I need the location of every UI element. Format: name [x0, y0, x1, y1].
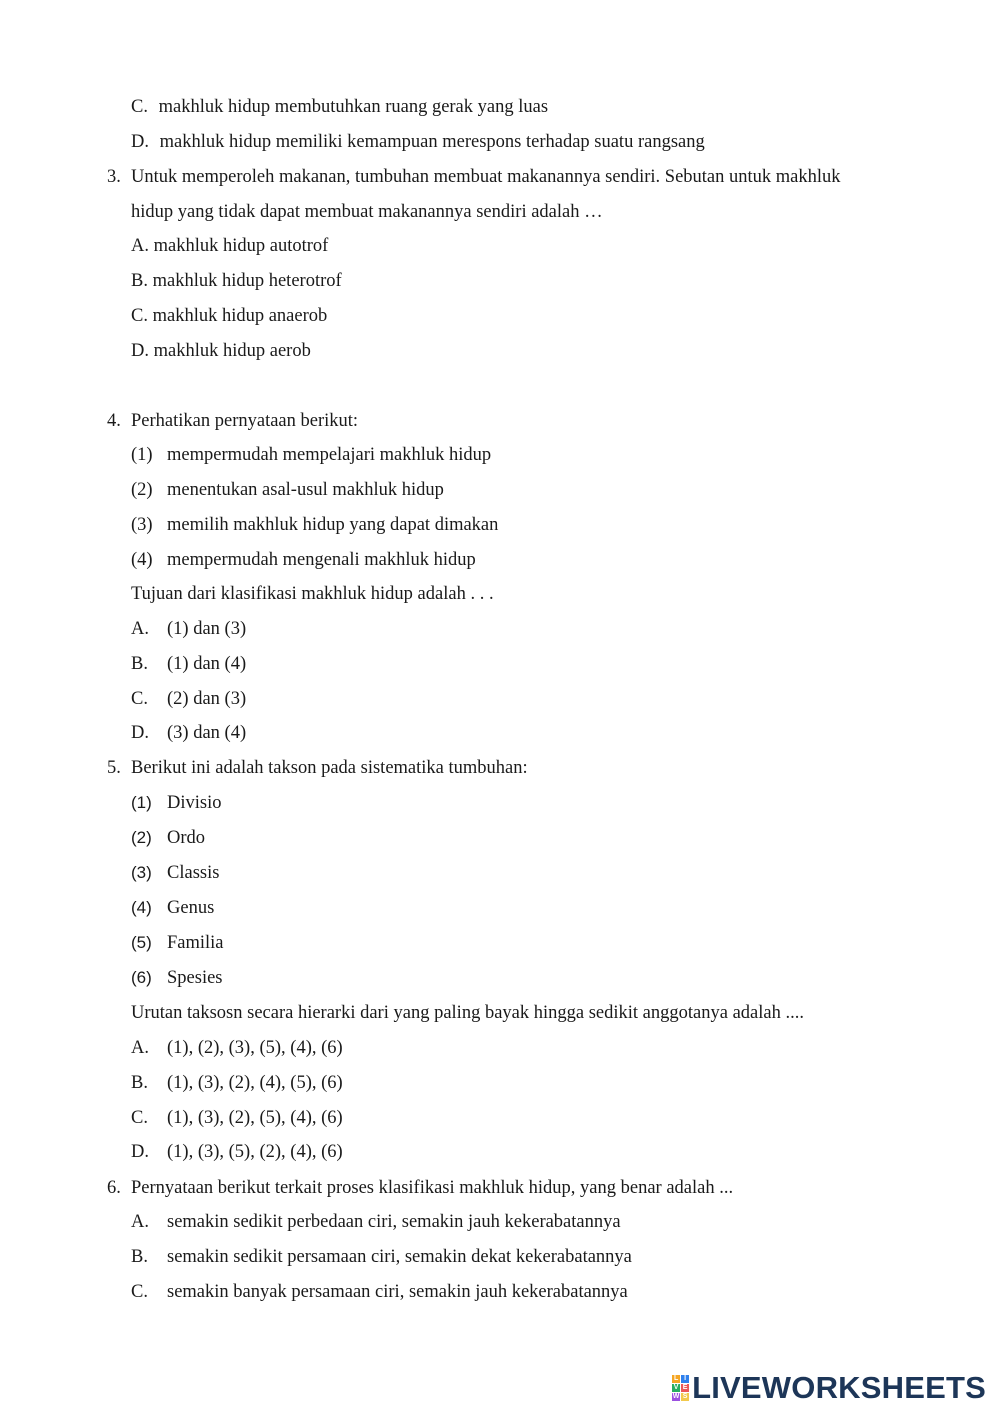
q4-option-letter: C.	[131, 689, 148, 709]
q4-statement-text: mempermudah mempelajari makhluk hidup	[167, 445, 492, 465]
q6-option-letter: B.	[131, 1247, 148, 1267]
q5-option-text: (1), (3), (5), (2), (4), (6)	[167, 1142, 343, 1162]
q4-option-letter: B.	[131, 654, 148, 674]
q4-question: Tujuan dari klasifikasi makhluk hidup adalah . . .	[131, 584, 494, 604]
q5-item-text: Classis	[167, 863, 220, 883]
q4-option-text: (1) dan (3)	[167, 619, 247, 639]
q5-item-label: (4)	[131, 898, 152, 917]
q5-item-label: (6)	[131, 968, 152, 987]
q4-statement-label: (2)	[131, 480, 153, 500]
q2-option-d-letter: D.	[131, 132, 149, 152]
q4-option-text: (2) dan (3)	[167, 689, 247, 709]
q5-prompt: Berikut ini adalah takson pada sistematika tumbuhan:	[131, 758, 528, 778]
q5-option-letter: C.	[131, 1108, 148, 1128]
q4-option-letter: D.	[131, 723, 149, 743]
q3-text-line-1: Untuk memperoleh makanan, tumbuhan membuat makanannya sendiri. Sebutan untuk makhluk	[131, 167, 841, 187]
q3-option-d: D. makhluk hidup aerob	[131, 341, 311, 361]
logo-cell: I	[681, 1375, 689, 1383]
q4-statement-text: memilih makhluk hidup yang dapat dimakan	[167, 515, 499, 535]
liveworksheets-logo-icon	[672, 1375, 689, 1401]
q5-item-text: Genus	[167, 898, 215, 918]
q5-item-label: (1)	[131, 793, 152, 812]
q5-item-label: (3)	[131, 863, 152, 882]
q5-option-letter: B.	[131, 1073, 148, 1093]
q6-option-letter: A.	[131, 1212, 149, 1232]
q6-option-text: semakin sedikit perbedaan ciri, semakin jauh kekerabatannya	[167, 1212, 621, 1232]
liveworksheets-logo-text: LIVEWORKSHEETS	[692, 1370, 986, 1405]
q6-option-text: semakin sedikit persamaan ciri, semakin dekat kekerabatannya	[167, 1247, 632, 1267]
logo-cell: S	[682, 1393, 688, 1400]
q5-item-label: (2)	[131, 828, 152, 847]
q4-statement-label: (1)	[131, 445, 153, 465]
q5-option-text: (1), (3), (2), (4), (5), (6)	[167, 1073, 343, 1093]
q2-option-c-letter: C.	[131, 97, 148, 117]
q5-item-text: Divisio	[167, 793, 222, 813]
q6-number: 6.	[107, 1178, 121, 1198]
q2-option-c-text: makhluk hidup membutuhkan ruang gerak yang luas	[158, 97, 549, 117]
q4-number: 4.	[107, 411, 121, 431]
q6-prompt: Pernyataan berikut terkait proses klasifikasi makhluk hidup, yang benar adalah ...	[131, 1178, 734, 1198]
q5-item-text: Ordo	[167, 828, 206, 848]
q4-statement-text: menentukan asal-usul makhluk hidup	[167, 480, 444, 500]
q3-text-line-2: hidup yang tidak dapat membuat makanannya sendiri adalah …	[131, 202, 603, 222]
q6-option-text: semakin banyak persamaan ciri, semakin jauh kekerabatannya	[167, 1282, 628, 1302]
q4-statement-label: (4)	[131, 550, 153, 570]
q4-option-text: (3) dan (4)	[167, 723, 247, 743]
q3-number: 3.	[107, 167, 121, 187]
logo-cell: V	[673, 1384, 679, 1391]
q5-option-letter: D.	[131, 1142, 149, 1162]
logo-cell: W	[672, 1393, 680, 1400]
q5-item-text: Familia	[167, 933, 224, 953]
q5-question: Urutan taksosn secara hierarki dari yang paling bayak hingga sedikit anggotanya adalah ....	[131, 1003, 804, 1023]
q3-option-a: A. makhluk hidup autotrof	[131, 236, 329, 256]
q4-statement-label: (3)	[131, 515, 153, 535]
q3-option-c: C. makhluk hidup anaerob	[131, 306, 328, 326]
q5-option-text: (1), (2), (3), (5), (4), (6)	[167, 1038, 343, 1058]
q4-statement-text: mempermudah mengenali makhluk hidup	[167, 550, 476, 570]
q5-item-label: (5)	[131, 933, 152, 952]
liveworksheets-logo[interactable]	[672, 1370, 986, 1406]
q4-prompt: Perhatikan pernyataan berikut:	[131, 411, 359, 431]
q4-option-letter: A.	[131, 619, 149, 639]
q2-option-d	[131, 131, 705, 153]
q4-option-text: (1) dan (4)	[167, 654, 247, 674]
q5-item-text: Spesies	[167, 968, 223, 988]
q5-number: 5.	[107, 758, 121, 778]
q2-option-c	[131, 96, 548, 118]
q5-option-letter: A.	[131, 1038, 149, 1058]
logo-cell: E	[682, 1384, 688, 1391]
logo-cell: L	[673, 1375, 679, 1382]
q3-option-b: B. makhluk hidup heterotrof	[131, 271, 342, 291]
q6-option-letter: C.	[131, 1282, 148, 1302]
q5-option-text: (1), (3), (2), (5), (4), (6)	[167, 1108, 343, 1128]
q2-option-d-text: makhluk hidup memiliki kemampuan merespons terhadap suatu rangsang	[159, 132, 705, 152]
